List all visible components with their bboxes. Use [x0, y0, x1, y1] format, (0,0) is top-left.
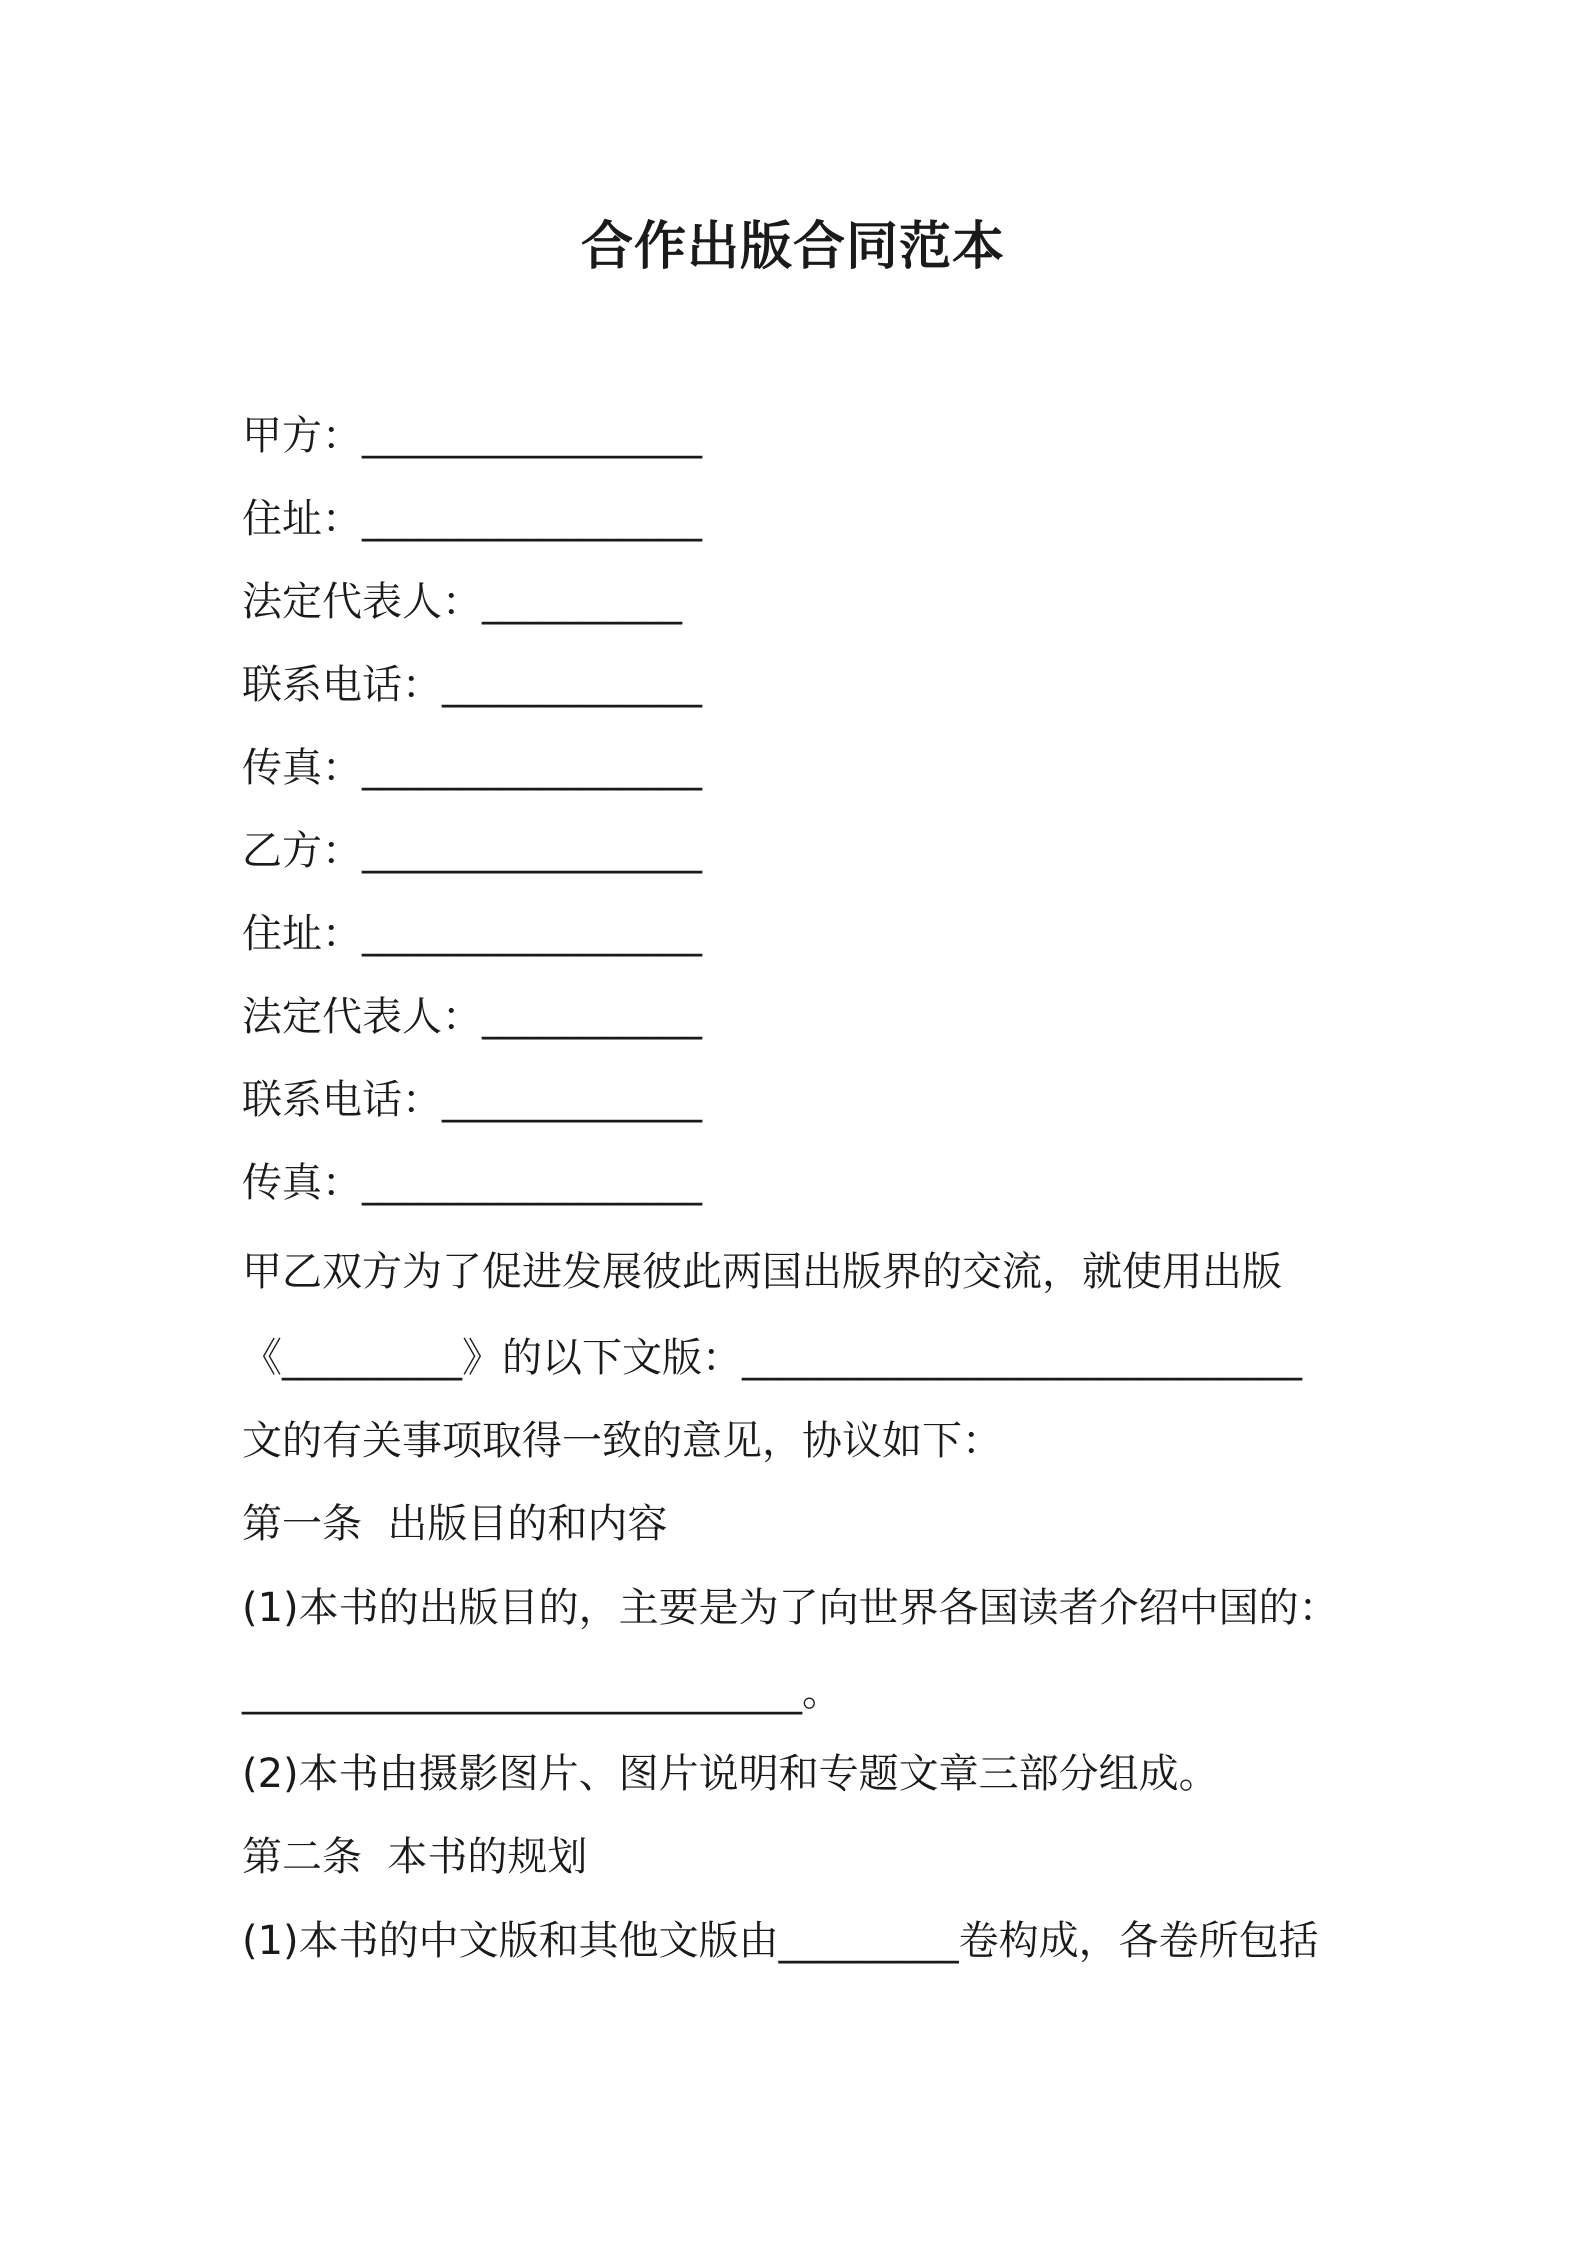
party-a-fax-line: 传真：_________________ — [242, 745, 702, 791]
party-b-name-line: 乙方：_________________ — [242, 828, 702, 874]
party-b-representative-line: 法定代表人：___________ — [242, 994, 702, 1040]
party-b-phone-line: 联系电话：_____________ — [242, 1077, 702, 1123]
article-1-clause-2: (2)本书由摄影图片、图片说明和专题文章三部分组成。 — [242, 1751, 1219, 1797]
preamble-line-3: 文的有关事项取得一致的意见，协议如下： — [242, 1418, 1002, 1464]
party-a-address-line: 住址：_________________ — [242, 496, 702, 542]
party-b-address-line: 住址：_________________ — [242, 911, 702, 957]
preamble-line-2: 《_________》的以下文版：____________________________ — [242, 1335, 1302, 1381]
party-a-phone-line: 联系电话：_____________ — [242, 662, 702, 708]
article-2-heading: 第二条 本书的规划 — [242, 1834, 588, 1880]
article-2-clause-1: (1)本书的中文版和其他文版由_________卷构成，各卷所包括 — [242, 1918, 1319, 1964]
article-1-clause-1-blank: ____________________________。 — [242, 1669, 842, 1715]
article-1-clause-1: (1)本书的出版目的，主要是为了向世界各国读者介绍中国的： — [242, 1585, 1339, 1631]
article-1-heading: 第一条 出版目的和内容 — [242, 1501, 668, 1547]
party-a-name-line: 甲方：_________________ — [242, 413, 702, 459]
document-title: 合作出版合同范本 — [580, 217, 1005, 277]
party-a-representative-line: 法定代表人：__________ — [242, 579, 682, 625]
preamble-line-1: 甲乙双方为了促进发展彼此两国出版界的交流，就使用出版 — [242, 1249, 1282, 1295]
party-b-fax-line: 传真：_________________ — [242, 1160, 702, 1206]
